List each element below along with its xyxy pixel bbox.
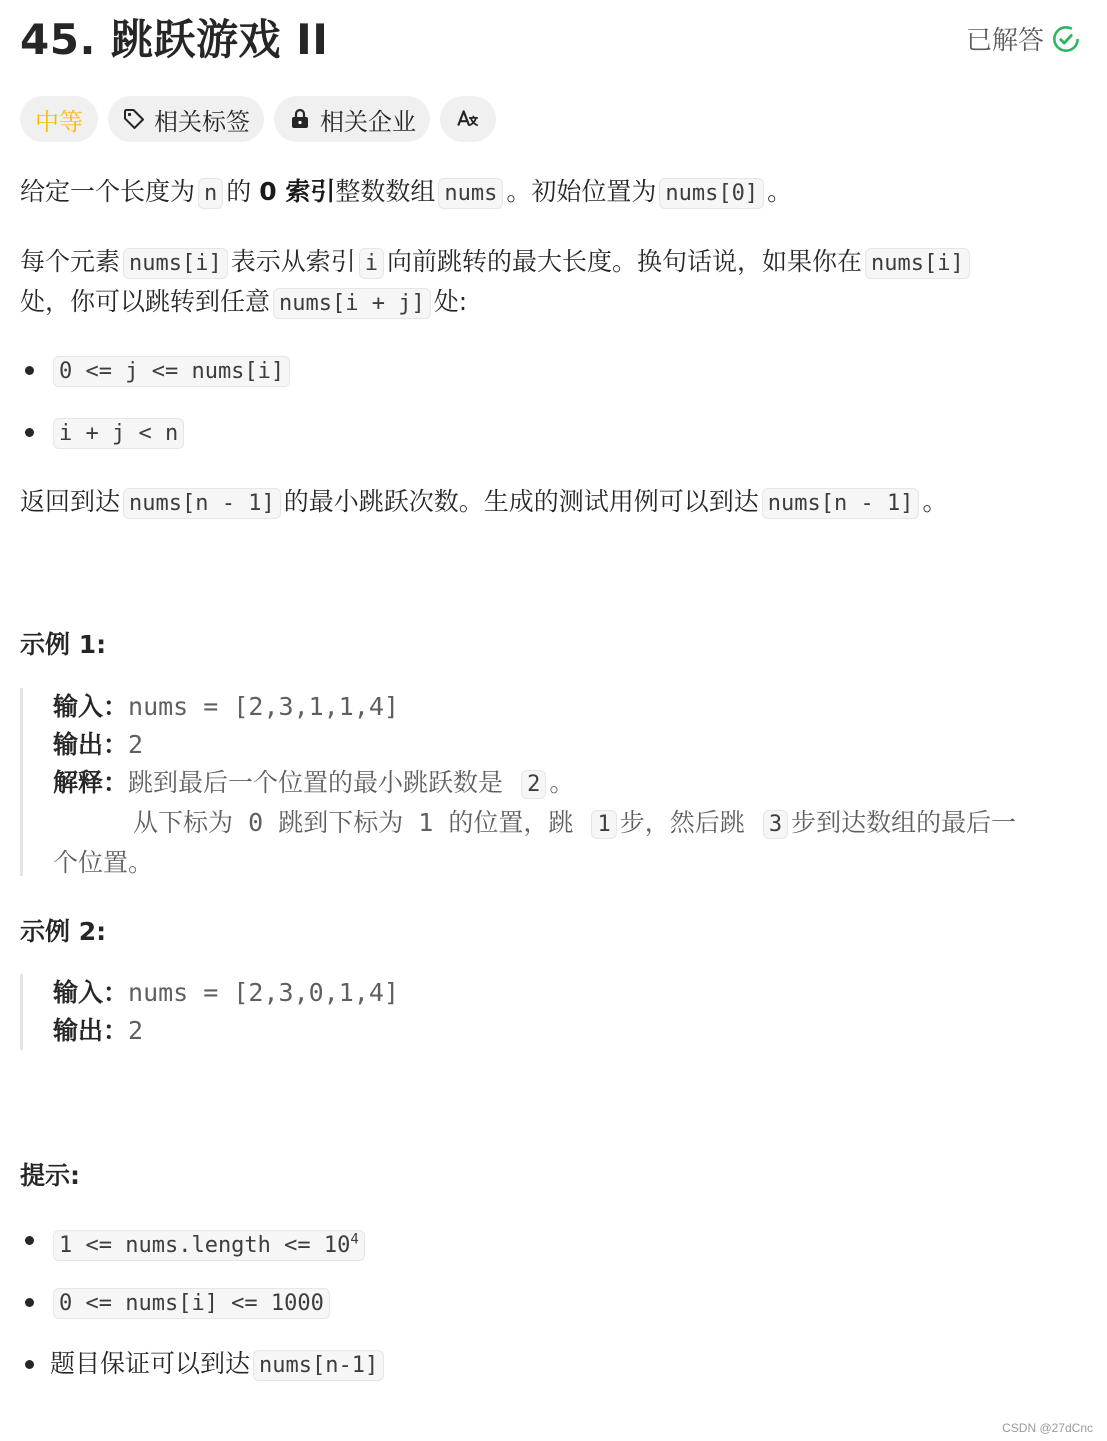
input-value: nums = [2,3,0,1,4] xyxy=(128,978,399,1007)
text: 。 xyxy=(922,487,948,516)
text: 的最小跳跃次数。生成的测试用例可以到达 xyxy=(283,487,759,516)
text: 表示从索引 xyxy=(230,247,356,276)
inline-code xyxy=(53,1230,365,1261)
description-paragraph-2-line-2 xyxy=(20,282,467,324)
explain-text: 。 xyxy=(549,768,575,797)
difficulty-badge[interactable]: 中等 xyxy=(20,96,98,142)
related-companies-button[interactable] xyxy=(274,96,430,142)
constraints-list xyxy=(20,1220,387,1386)
text: 返回到达 xyxy=(20,487,121,516)
related-topics-button[interactable] xyxy=(108,96,264,142)
inline-code: i + j < n xyxy=(53,418,184,449)
inline-code: 0 <= nums[i] <= 1000 xyxy=(53,1288,330,1319)
text: 处，你可以跳转到任意 xyxy=(20,287,271,316)
example-2-block xyxy=(20,974,1083,1050)
explain-text: 个位置。 xyxy=(53,848,154,877)
example-explain-row xyxy=(53,764,1083,804)
output-label: 输出： xyxy=(53,730,129,759)
explain-text: 的位置，跳 xyxy=(448,808,574,837)
output-value: 2 xyxy=(128,1016,144,1045)
inline-code: nums[0] xyxy=(659,178,764,209)
explain-label: 解释： xyxy=(53,768,129,797)
constraints-title: 提示: xyxy=(20,1161,80,1190)
example-explain-line-3 xyxy=(53,844,1083,882)
text: 整数数组 xyxy=(335,177,436,206)
superscript: 4 xyxy=(350,1232,359,1248)
example-output-row xyxy=(53,726,1083,764)
input-value: nums = [2,3,1,1,4] xyxy=(128,692,399,721)
translate-button[interactable] xyxy=(440,96,496,142)
inline-code: 2 xyxy=(521,770,546,799)
list-item xyxy=(20,412,293,454)
tag-icon xyxy=(122,107,146,131)
output-value: 2 xyxy=(128,730,144,759)
title-row xyxy=(20,12,1080,68)
explain-text: 步，然后跳 xyxy=(619,808,745,837)
example-1-block xyxy=(20,688,1083,876)
explain-value: 1 xyxy=(418,808,434,837)
input-label: 输入： xyxy=(53,692,129,721)
description-paragraph-1 xyxy=(20,172,792,214)
translate-icon xyxy=(455,106,481,132)
example-output-row xyxy=(53,1012,1083,1050)
example-2-title: 示例 2: xyxy=(20,917,107,946)
check-circle-icon xyxy=(1052,25,1080,53)
text: 向前跳转的最大长度。换句话说，如果你在 xyxy=(387,247,863,276)
inline-code: nums[i] xyxy=(123,248,228,279)
text: 给定一个长度为 xyxy=(20,177,196,206)
text: 题目保证可以到达 xyxy=(50,1349,251,1378)
inline-code: nums[n-1] xyxy=(253,1350,384,1381)
example-1-title: 示例 1: xyxy=(20,630,107,659)
solved-status xyxy=(966,20,1080,57)
related-companies-label: 相关企业 xyxy=(320,107,416,136)
description-paragraph-3 xyxy=(20,482,947,524)
text: 。 xyxy=(767,177,793,206)
inline-code: nums xyxy=(438,178,503,209)
problem-title[interactable]: 45. 跳跃游戏 II xyxy=(20,15,329,64)
input-label: 输入： xyxy=(53,978,129,1007)
text: 处: xyxy=(433,287,468,316)
list-item xyxy=(20,350,293,412)
example-input-row xyxy=(53,974,1083,1012)
solved-label: 已解答 xyxy=(965,26,1044,56)
inline-code: nums[i + j] xyxy=(273,288,431,319)
tag-row xyxy=(20,96,496,142)
watermark: CSDN @27dCnc xyxy=(1002,1421,1093,1435)
inline-code: nums[n - 1] xyxy=(762,488,920,519)
description-paragraph-2-line-1 xyxy=(20,242,973,284)
code-text: 1 <= nums.length <= 10 xyxy=(59,1233,351,1259)
text: 每个元素 xyxy=(20,247,121,276)
explain-value: 0 xyxy=(248,808,264,837)
inline-code: nums[n - 1] xyxy=(123,488,281,519)
example-explain-line-2 xyxy=(53,804,1083,844)
output-label: 输出： xyxy=(53,1016,129,1045)
explain-text: 跳到下标为 xyxy=(278,808,404,837)
inline-code: i xyxy=(359,248,384,279)
inline-code: 3 xyxy=(763,810,788,839)
inline-code: n xyxy=(198,178,223,209)
condition-list xyxy=(20,350,293,454)
explain-text: 跳到最后一个位置的最小跳跃数是 xyxy=(128,768,504,797)
inline-code: 1 xyxy=(591,810,616,839)
related-topics-label: 相关标签 xyxy=(154,107,250,136)
list-item xyxy=(20,1282,387,1344)
bold-text: 0 索引 xyxy=(259,177,336,206)
explain-text: 步到达数组的最后一 xyxy=(791,808,1017,837)
inline-code: 0 <= j <= nums[i] xyxy=(53,356,290,387)
explain-text: 从下标为 xyxy=(133,808,234,837)
text: 。初始位置为 xyxy=(506,177,657,206)
inline-code: nums[i] xyxy=(865,248,970,279)
example-input-row xyxy=(53,688,1083,726)
list-item xyxy=(20,1220,387,1282)
list-item xyxy=(20,1344,387,1386)
lock-icon xyxy=(288,107,312,131)
text: 的 xyxy=(226,177,252,206)
